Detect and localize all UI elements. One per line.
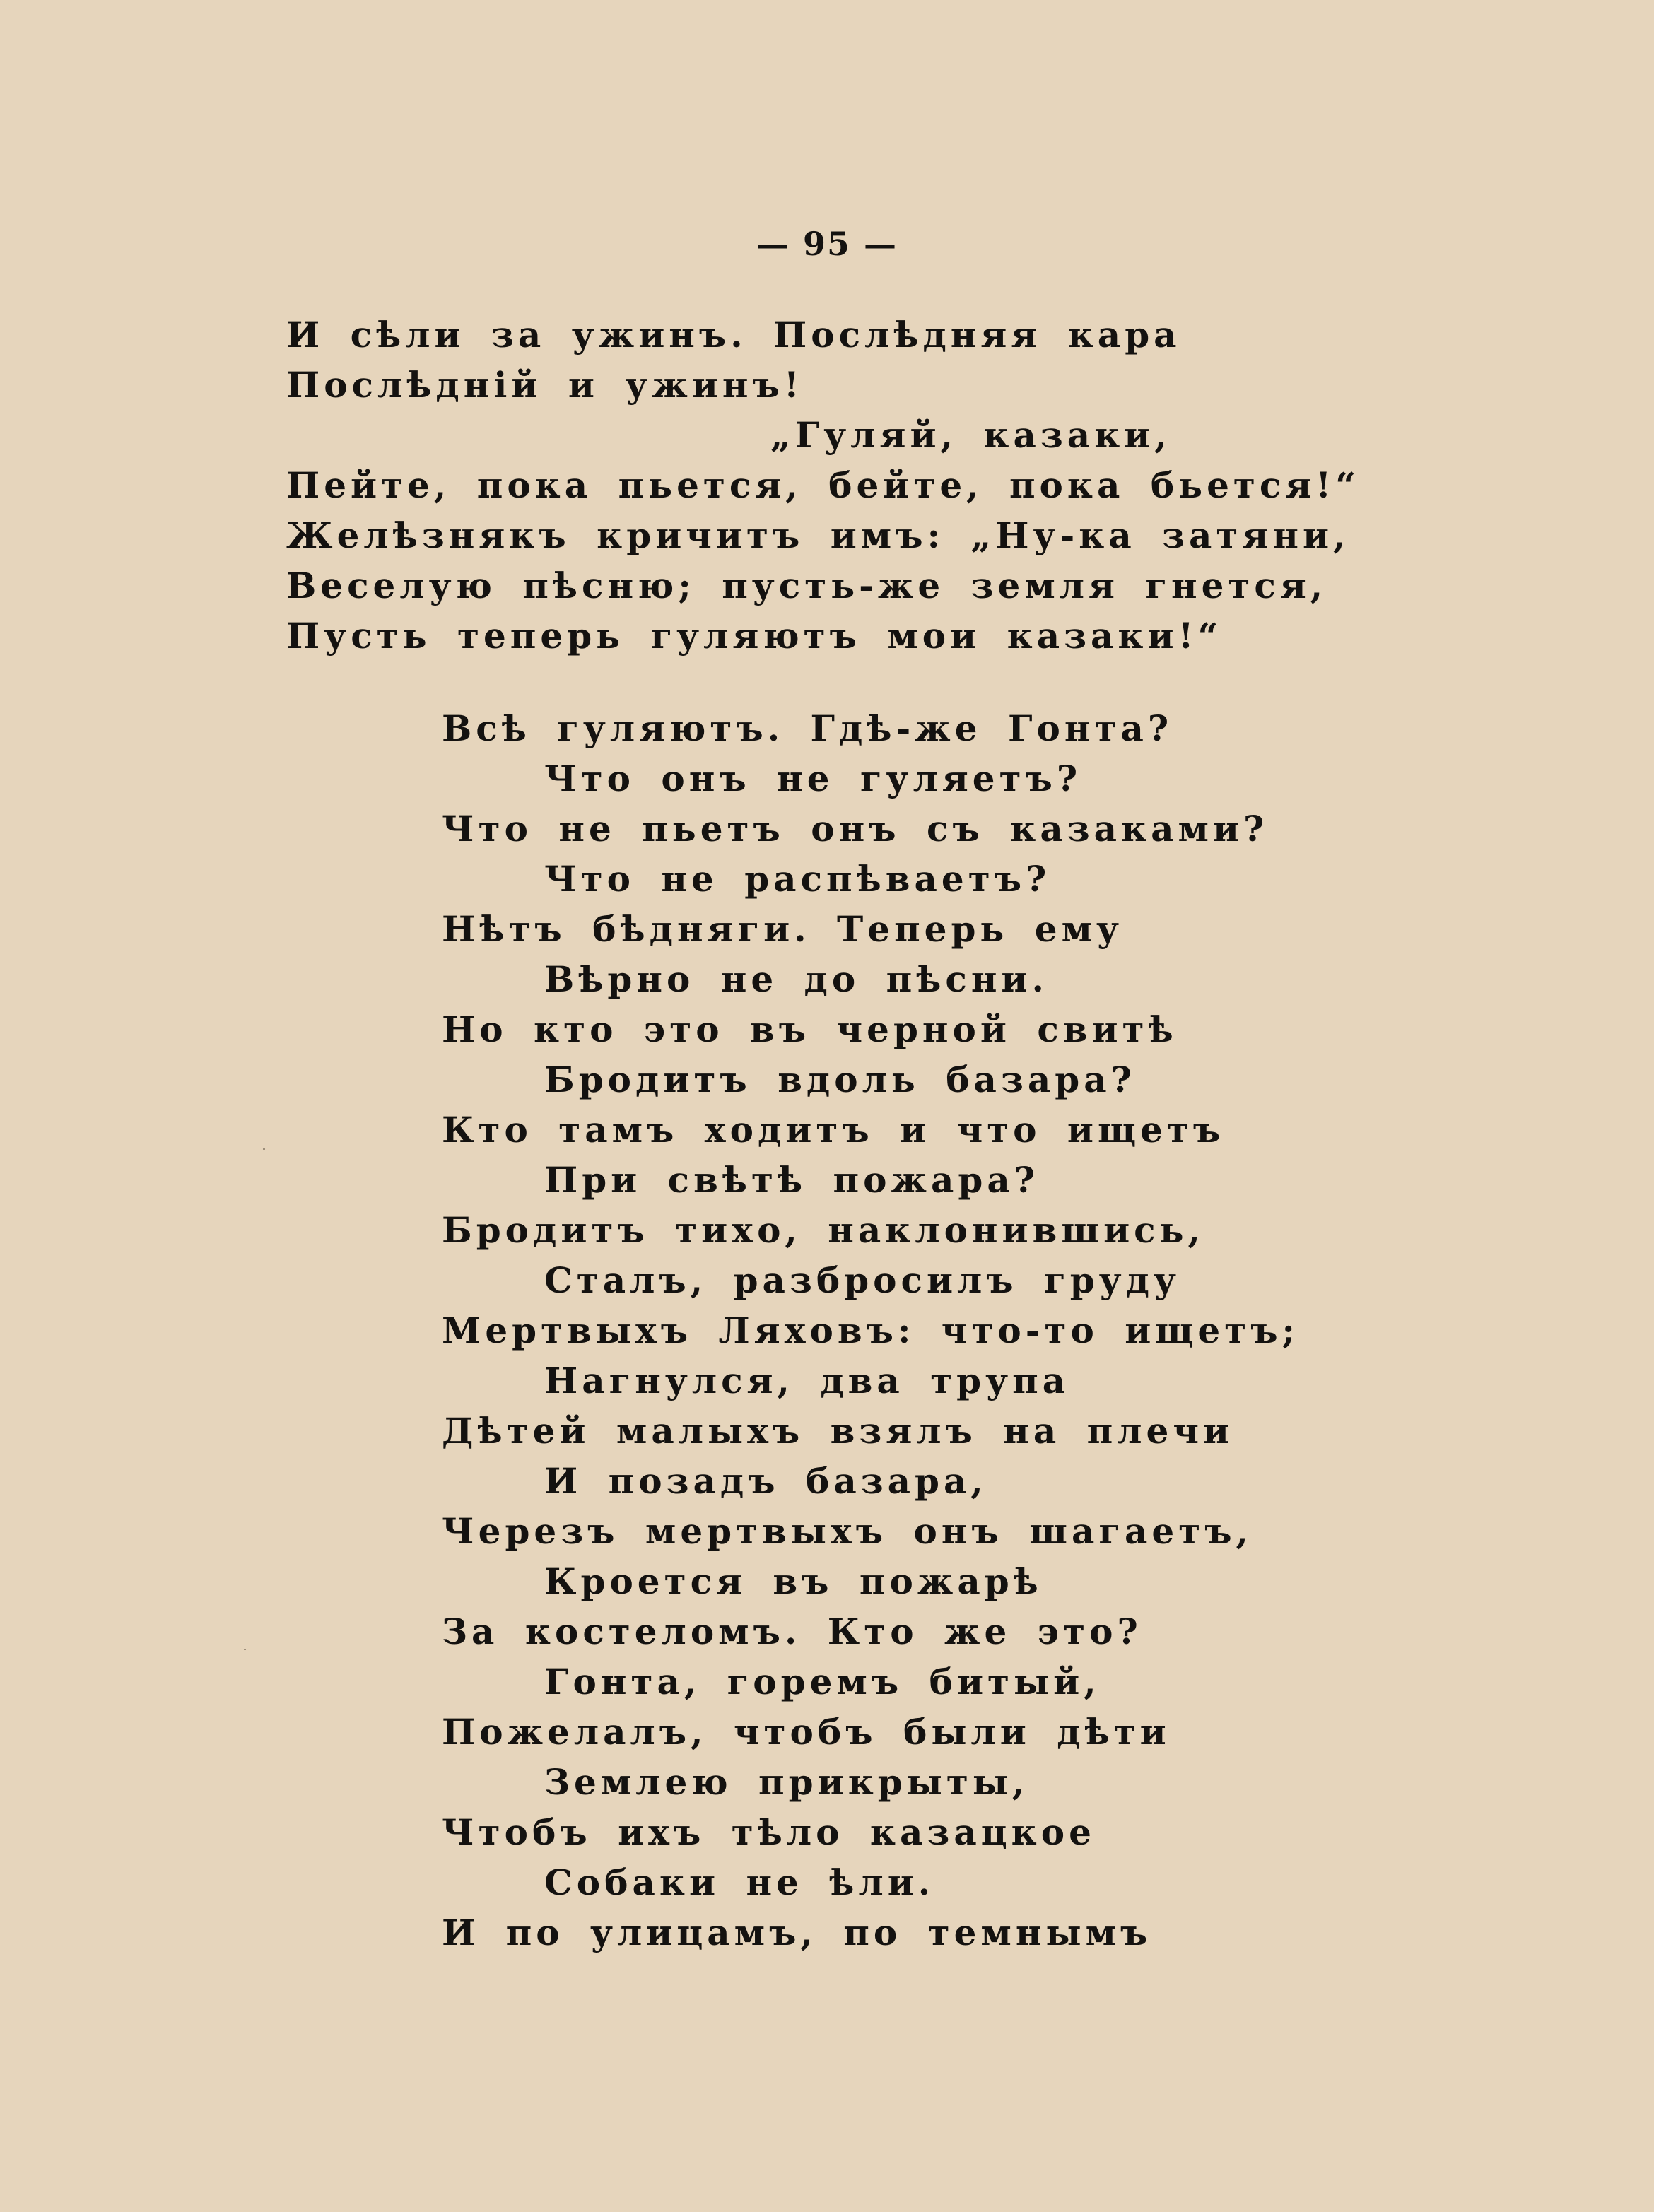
verse-line: И сѣли за ужинъ. Послѣдняя кара	[286, 314, 1181, 355]
verse-line: Дѣтей малыхъ взялъ на плечи	[442, 1410, 1234, 1452]
verse-line: „Гуляй, казаки,	[770, 414, 1171, 456]
verse-line: Что онъ не гуляетъ?	[544, 758, 1082, 799]
verse-line: Чтобъ ихъ тѣло казацкое	[442, 1811, 1096, 1853]
verse-line: Пожелалъ, чтобъ были дѣти	[442, 1711, 1171, 1753]
verse-line: Кто тамъ ходитъ и что ищетъ	[442, 1109, 1225, 1151]
verse-line: Бродитъ вдоль базара?	[544, 1059, 1136, 1100]
verse-line: И позадъ базара,	[544, 1460, 987, 1502]
verse-line: Мертвыхъ Ляховъ: что-то ищетъ;	[442, 1310, 1300, 1351]
verse-line: Бродитъ тихо, наклонившись,	[442, 1209, 1204, 1251]
verse-line: Желѣзнякъ кричитъ имъ: „Ну-ка затяни,	[286, 514, 1350, 556]
verse-line: При свѣтѣ пожара?	[544, 1159, 1040, 1201]
verse-line: Всѣ гуляютъ. Гдѣ-же Гонта?	[442, 707, 1173, 749]
verse-line: И по улицамъ, по темнымъ	[442, 1912, 1152, 1953]
verse-line: Черезъ мертвыхъ онъ шагаетъ,	[442, 1510, 1253, 1552]
verse-line: Пейте, пока пьется, бейте, пока бьется!“	[286, 464, 1360, 506]
verse-line: За костеломъ. Кто же это?	[442, 1611, 1142, 1652]
verse-line: Послѣдній и ужинъ!	[286, 364, 804, 406]
verse-line: Гонта, горемъ битый,	[544, 1661, 1101, 1702]
verse-line: Землею прикрыты,	[544, 1761, 1029, 1803]
verse-line: Веселую пѣсню; пусть-же земля гнется,	[286, 565, 1327, 606]
print-speck	[263, 1148, 265, 1150]
verse-line: Нагнулся, два трупа	[544, 1360, 1070, 1401]
verse-line: Кроется въ пожарѣ	[544, 1560, 1043, 1602]
verse-line: Собаки не ѣли.	[544, 1861, 935, 1903]
print-speck	[244, 1649, 246, 1650]
verse-line: Пусть теперь гуляютъ мои казаки!“	[286, 615, 1223, 657]
verse-line: Что не распѣваетъ?	[544, 858, 1051, 900]
verse-line: Что не пьетъ онъ съ казаками?	[442, 808, 1269, 849]
verse-line: Вѣрно не до пѣсни.	[544, 958, 1048, 1000]
verse-line: Сталъ, разбросилъ груду	[544, 1259, 1181, 1301]
page-number: — 95 —	[756, 225, 898, 263]
stanza-2	[442, 703, 1299, 1958]
stanza-1	[286, 310, 1360, 661]
verse-line: Нѣтъ бѣдняги. Теперь ему	[442, 908, 1124, 950]
verse-line: Но кто это въ черной свитѣ	[442, 1008, 1178, 1050]
